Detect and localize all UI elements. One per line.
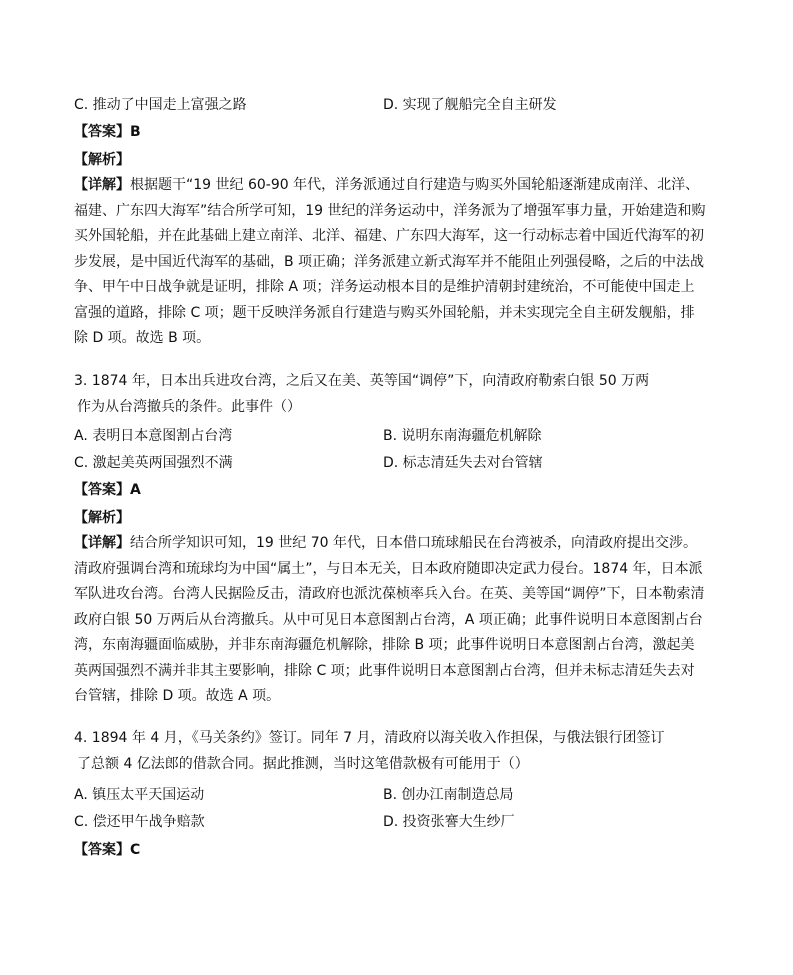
answer-label: 【答案】 (74, 124, 130, 140)
q3-analysis-label: 【解析】 (74, 510, 130, 526)
q2-analysis-label: 【解析】 (74, 152, 130, 168)
q2-option-d: D. 实现了舰船完全自主研发 (383, 97, 557, 113)
q3-option-a: A. 表明日本意图割占台湾 (74, 428, 233, 444)
answer-value: B (130, 124, 141, 140)
q4-answer (74, 841, 140, 859)
answer-value: C (130, 842, 141, 858)
detail-label: 【详解】 (74, 177, 130, 193)
q4-stem-line1: 4. 1894 年 4 月，《马关条约》签订。同年 7 月，清政府以海关收入作担保，与俄法银行团签订 (74, 730, 665, 746)
q4-stem-line2: 了总额 4 亿法郎的借款合同。据此推测，当时这笔借款极有可能用于（） (77, 756, 529, 772)
q3-detail (74, 531, 706, 710)
detail-label: 【详解】 (74, 535, 130, 551)
q4-option-a: A. 镇压太平天国运动 (74, 787, 205, 803)
q3-stem-line2: 作为从台湾撤兵的条件。此事件（） (77, 399, 301, 415)
q2-option-c: C. 推动了中国走上富强之路 (74, 97, 247, 113)
q4-option-b: B. 创办江南制造总局 (383, 787, 514, 803)
q3-stem-line1: 3. 1874 年，日本出兵进攻台湾，之后又在美、英等国“调停”下，向清政府勒索白银 50 万两 (74, 373, 650, 389)
q3-answer (74, 481, 141, 499)
detail-text: 结合所学知识可知，19 世纪 70 年代，日本借口琉球船民在台湾被杀，向清政府提出交涉。清政府强调台湾和琉球均为中国“属土”，与日本无关，日本政府随即决定武力侵台。1874 年，日本派军队进攻台湾。台湾人民据险反击，清政府也派沈葆桢率兵入台。在英、美等国“调停”下，日本勒索清政府白银 50 万两后从台湾撤兵。从中可见日本意图割占台湾，A 项正确；此事件说明日本意图割占台湾，东南海疆面临威胁，并非东南海疆危机解除，排除 B 项；此事件说明日本意图割占台湾，激起美英两国强烈不满并非其主要影响，排除 C 项；此事件说明日本意图割占台湾，但并未标志清廷失去对台管辖，排除 D 项。故选 A 项。 (74, 535, 705, 704)
answer-label: 【答案】 (74, 842, 130, 858)
q4-option-d: D. 投资张謇大生纱厂 (383, 814, 515, 830)
q2-detail (74, 173, 706, 352)
answer-label: 【答案】 (74, 482, 130, 498)
q4-option-c: C. 偿还甲午战争赔款 (74, 814, 205, 830)
q3-option-d: D. 标志清廷失去对台管辖 (383, 455, 543, 471)
q3-option-b: B. 说明东南海疆危机解除 (383, 428, 542, 444)
answer-value: A (130, 482, 141, 498)
q2-answer (74, 123, 141, 141)
q3-option-c: C. 激起美英两国强烈不满 (74, 455, 233, 471)
detail-text: 根据题干“19 世纪 60-90 年代，洋务派通过自行建造与购买外国轮船逐渐建成南洋、北洋、福建、广东四大海军”结合所学可知，19 世纪的洋务运动中，洋务派为了增强军事力量，开始建造和购买外国轮船，并在此基础上建立南洋、北洋、福建、广东四大海军，这一行动标志着中国近代海军的初步发展，是中国近代海军的基础，B 项正确；洋务派建立新式海军并不能阻止列强侵略，之后的中法战争、甲午中日战争就是证明，排除 A 项；洋务运动根本目的是维护清朝封建统治，不可能使中国走上富强的道路，排除 C 项；题干反映洋务派自行建造与购买外国轮船，并未实现完全自主研发舰船，排除 D 项。故选 B 项。 (74, 177, 706, 346)
